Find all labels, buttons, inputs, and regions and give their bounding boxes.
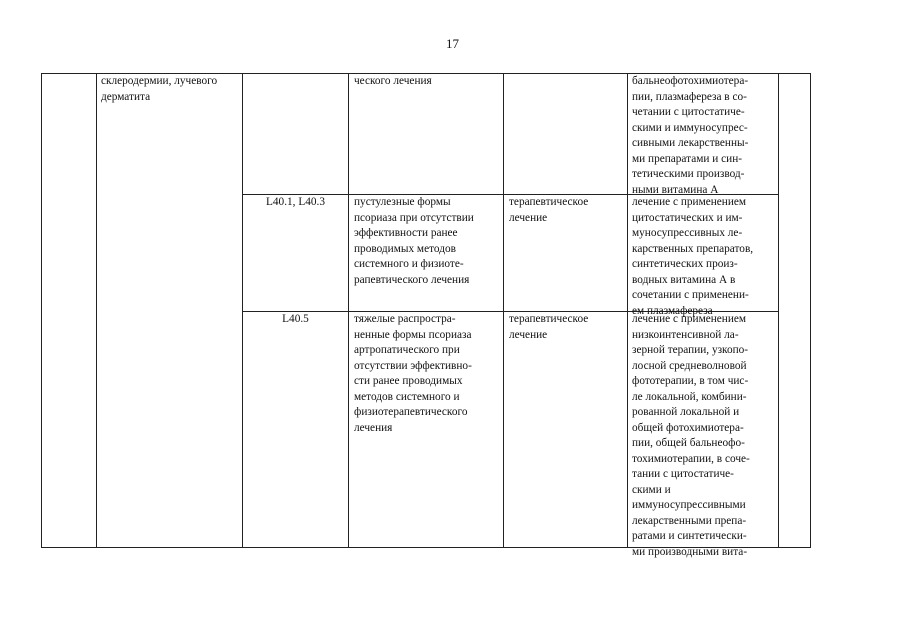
description-cell: ческого лечения [354, 75, 432, 87]
col-border-left [41, 73, 42, 548]
description-cell: пустулезные формы псориаза при отсутствии эффективности ранее проводимых методов системного и физиоте- рапевтического лечения [354, 196, 474, 286]
col-border-3 [348, 73, 349, 548]
col-border-right [810, 73, 811, 548]
treatment-type-cell: терапевтическое лечение [509, 313, 589, 341]
page-number: 17 [446, 36, 459, 51]
diagnosis-cell: склеродермии, лучевого дерматита [101, 75, 218, 103]
method-cell: бальнеофотохимиотера- пии, плазмафереза в со- четании с цитостатиче- скими и иммуносупрес- сивными лекарственны- ми препаратами и син- тетическими производ- ными витамина А [632, 75, 749, 196]
method-cell: лечение с применением низкоинтенсивной ла- зерной терапии, узкопо- лосной средневолновой фототерапии, в том чис- ле локальной, комбини- рованной локальной и общей фотохимиотера- пии, общей бальнеофо- тохимиотерапии, в соче- тании с цитостатиче- скими и иммуносупрессивными лекарственными препа- ратами и синтетически- ми производными вита- [632, 313, 750, 558]
col-border-5 [627, 73, 628, 548]
code-cell: L40.1, L40.3 [266, 196, 325, 208]
code-cell: L40.5 [282, 313, 309, 325]
col-border-1 [96, 73, 97, 548]
method-cell: лечение с применением цитостатических и им- муносупрессивных ле- карственных препаратов, синтетических произ- водных витамина А в сочетании с применени- ем плазмафереза [632, 196, 754, 317]
col-border-6 [778, 73, 779, 548]
col-border-2 [242, 73, 243, 548]
col-border-4 [503, 73, 504, 548]
treatment-type-cell: терапевтическое лечение [509, 196, 589, 224]
description-cell: тяжелые распростра- ненные формы псориаза артропатического при отсутствии эффективно- сти ранее проводимых методов системного и физиотерапевтического лечения [354, 313, 472, 434]
